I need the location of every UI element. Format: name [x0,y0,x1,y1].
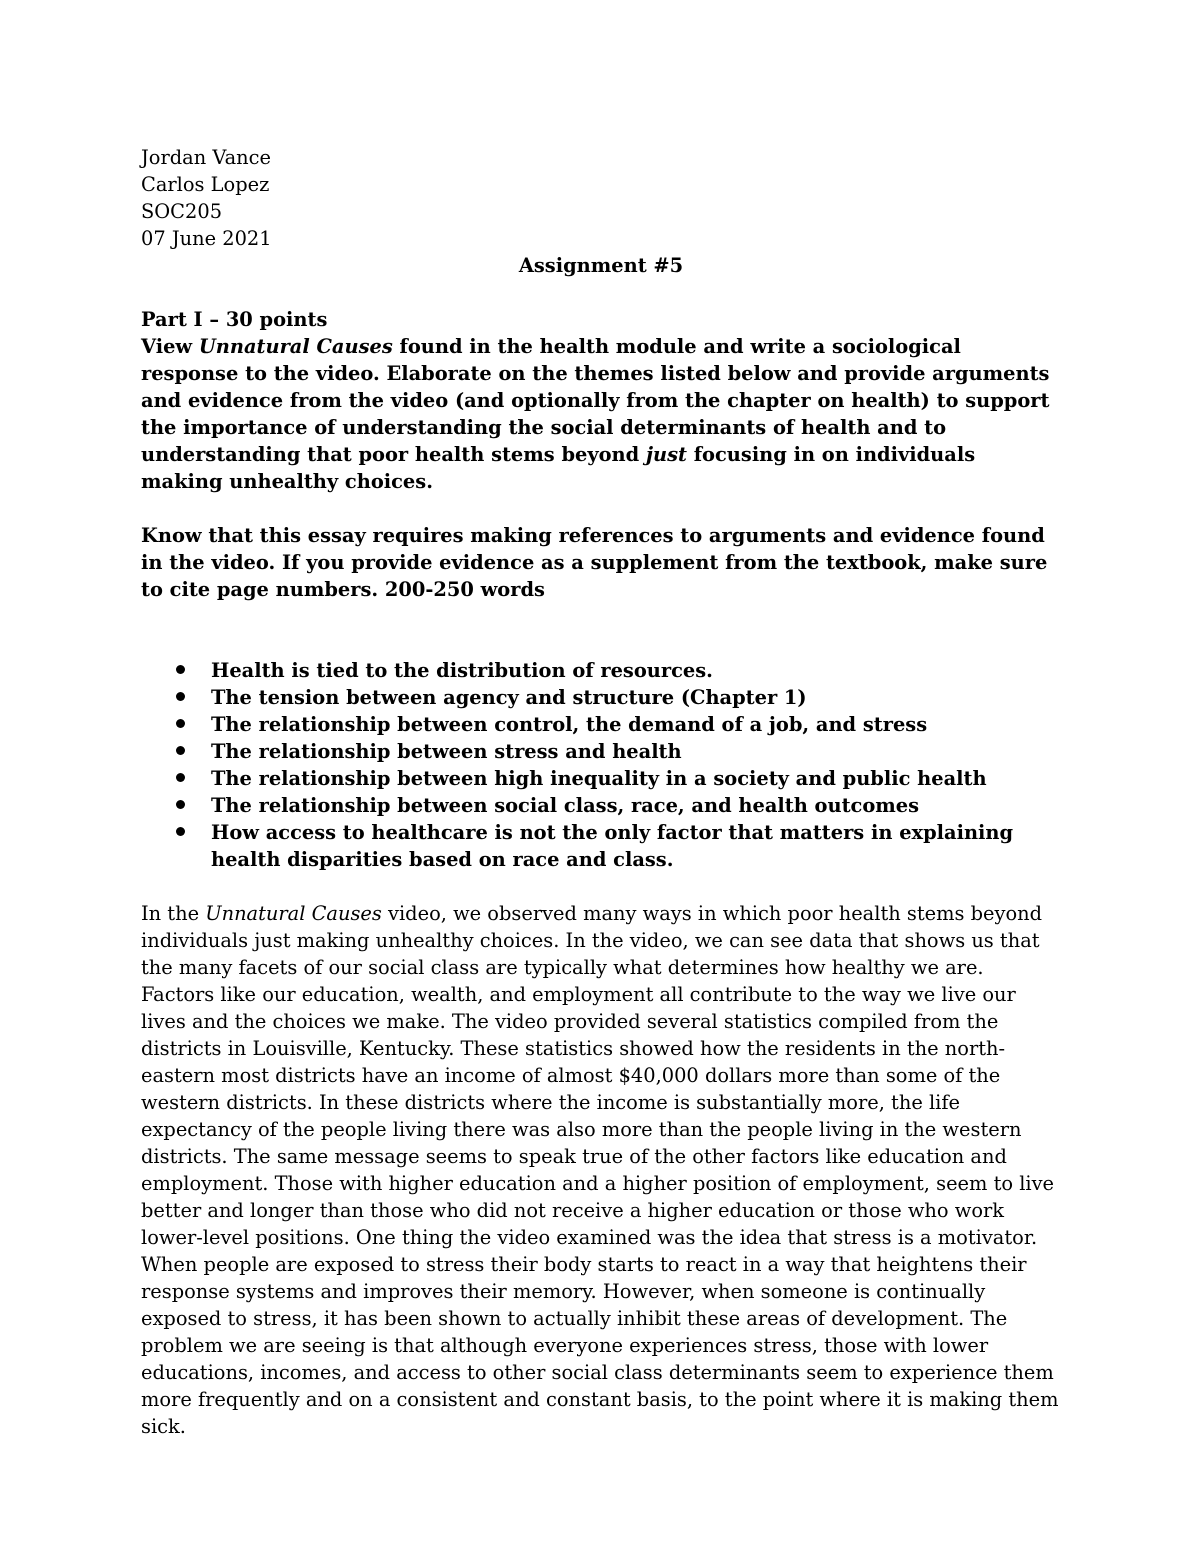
list-item [141,738,1061,765]
theme-text: The relationship between high inequality in a society and public health [211,767,987,790]
theme-text: The relationship between stress and health [211,740,682,763]
essay-body: video, we observed many ways in which poor health stems beyond individuals just making unhealthy choices. In the video, we can see data that shows us that the many facets of our social class are typically what determines how healthy we are. Factors like our education, wealth, and employment all contribute to the way we live our lives and the choices we make. The video provided several statistics compiled from the districts in Louisville, Kentucky. These statistics showed how the residents in the north-eastern most districts have an income of almost $40,000 dollars more than some of the western districts. In these districts where the income is substantially more, the life expectancy of the people living there was also more than the people living in the western districts. The same message seems to speak true of the other factors like education and employment. Those with higher education and a higher position of employment, seem to live better and longer than those who did not receive a higher education or those who work lower-level positions. One thing the video examined was the idea that stress is a motivator. When people are exposed to stress their body starts to react in a way that heightens their response systems and improves their memory. However, when someone is continually exposed to stress, it has been shown to actually inhibit these areas of development. The problem we are seeing is that although everyone experiences stress, those with lower educations, incomes, and access to other social class determinants seem to experience them more frequently and on a consistent and constant basis, to the point where it is making them sick. [141,902,1059,1438]
list-item [141,819,1061,873]
assignment-prompt [141,333,1061,495]
essay-film-title: Unnatural Causes [205,902,382,925]
spacer [141,495,1061,522]
bullet-icon [176,800,185,809]
bullet-icon [176,827,185,836]
bullet-icon [176,692,185,701]
bullet-icon [176,719,185,728]
part-heading: Part I – 30 points [141,308,328,331]
document-page [141,144,1061,1440]
prompt-film-title: Unnatural Causes [198,335,393,358]
submission-date: 07 June 2021 [141,227,272,250]
list-item [141,657,1061,684]
prompt-post: focusing in on individuals making unhealthy choices. [141,443,976,493]
bullet-icon [176,665,185,674]
list-item [141,711,1061,738]
list-item [141,684,1061,711]
theme-text: The relationship between social class, race, and health outcomes [211,794,920,817]
essay-response [141,900,1061,1440]
list-item [141,765,1061,792]
prompt-emphasis: just [645,443,687,466]
bullet-icon [176,746,185,755]
prompt-mid: found in the health module and write a sociological response to the video. Elaborate on the themes listed below and provide arguments and evidence from the video (and optionally from the chapter on health) to support the importance of understanding the social determinants of health and to understanding that poor health stems beyond [141,335,1050,466]
header-block [141,144,1061,252]
essay-pre: In the [141,902,206,925]
theme-text: Health is tied to the distribution of resources. [211,659,713,682]
student-name: Jordan Vance [141,146,271,169]
themes-list [141,657,1061,873]
prompt-pre: View [141,335,199,358]
theme-text: The tension between agency and structure (Chapter 1) [211,686,807,709]
spacer [141,873,1061,900]
theme-text: How access to healthcare is not the only factor that matters in explaining health disparities based on race and class. [211,821,1014,871]
requirements-paragraph: Know that this essay requires making references to arguments and evidence found in the video. If you provide evidence as a supplement from the textbook, make sure to cite page numbers. 200-250 words [141,524,1048,601]
bullet-icon [176,773,185,782]
list-item [141,792,1061,819]
assignment-title: Assignment #5 [518,254,684,277]
course-code: SOC205 [141,200,223,223]
spacer [141,603,1061,657]
instructor-name: Carlos Lopez [141,173,270,196]
theme-text: The relationship between control, the demand of a job, and stress [211,713,928,736]
